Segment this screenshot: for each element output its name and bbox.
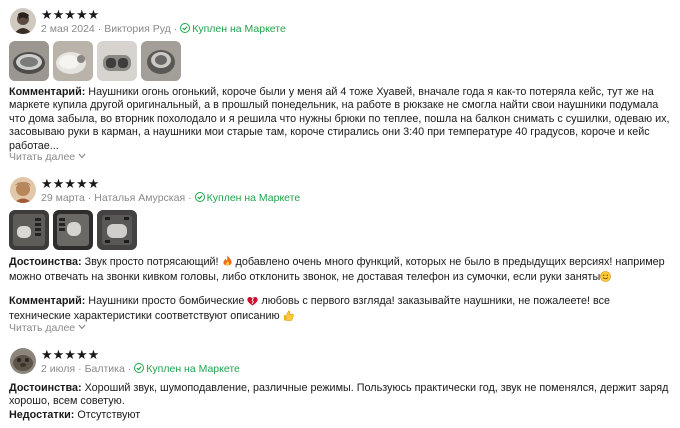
check-icon	[134, 363, 144, 373]
review-meta: 2 мая 2024 · Виктория Руд · Куплен на Маркете	[41, 23, 286, 35]
review-photo[interactable]	[97, 41, 137, 81]
rating-stars: ★★★★★	[41, 176, 100, 191]
review-advantages: Достоинства: Звук просто потрясающий! добавлено очень много функций, которых не было в предыдущих версиях! например можно отвечать на звонки кивком головы, либо отклонить звонок, не доставая телефон из сумочки, если руки заняты	[9, 255, 671, 287]
rating-stars: ★★★★★	[41, 7, 100, 22]
review-photo[interactable]	[9, 210, 49, 250]
author-name[interactable]: Виктория Руд	[104, 23, 171, 35]
review-meta: 2 июля · Балтика · Куплен на Маркете	[41, 363, 240, 375]
avatar[interactable]	[10, 348, 36, 374]
review-photo[interactable]	[141, 41, 181, 81]
verified-purchase-badge: Куплен на Маркете	[134, 363, 240, 375]
author-name[interactable]: Наталья Амурская	[94, 192, 186, 204]
review-meta: 29 марта · Наталья Амурская · Куплен на Маркете	[41, 192, 301, 204]
read-more-link[interactable]: Читать далее	[9, 151, 86, 164]
avatar[interactable]	[10, 8, 36, 34]
review-photo[interactable]	[9, 41, 49, 81]
comment-label: Комментарий:	[9, 295, 86, 307]
heart-emoji	[247, 296, 258, 310]
smile-emoji	[600, 271, 611, 286]
review-comment	[9, 86, 671, 153]
thumbs-up-emoji	[283, 310, 294, 325]
verified-purchase-badge: Куплен на Маркете	[180, 23, 286, 35]
author-name[interactable]: Балтика	[84, 363, 125, 375]
review-disadvantages: Недостатки: Отсутствуют	[9, 409, 141, 421]
rating-stars: ★★★★★	[41, 347, 100, 362]
read-more-link[interactable]: Читать далее	[9, 322, 86, 335]
review-photo[interactable]	[97, 210, 137, 250]
check-icon	[180, 23, 190, 33]
review-photo[interactable]	[53, 210, 93, 250]
review-comment: Комментарий: Наушники просто бомбические любовь с первого взгляда! заказывайте наушники, не пожалеете! все технические характеристики соответствуют описанию	[9, 295, 671, 326]
chevron-down-icon	[78, 324, 86, 330]
review-date: 29 марта	[41, 192, 85, 204]
comment-text: Наушники огонь огонький, короче были у меня ай 4 тоже Хуавей, вначале года я как-то потеряла кейс, тут же на маркете купила другой оригинальный, а в прошлый понедельник, на работе в рюкзаке не смогла найти свои наушники подумала что дома забыла, во вторник похолодало и я решила что нужны брюки по теплее, пошла на балкон снимать с сушилки, одеваю их, засовываю руки в карман, а наушники мои старые там, короче стирались они 3:40 при температуре 40 градусов, короче и кейс работае...	[9, 86, 670, 152]
advantages-label: Достоинства:	[9, 256, 82, 268]
verified-purchase-badge: Куплен на Маркете	[195, 192, 301, 204]
disadvantages-label: Недостатки:	[9, 409, 75, 421]
review-advantages: Достоинства: Хороший звук, шумоподавление, различные режимы. Пользуюсь практически год, звук не поменялся, держит заряд хорошо, всем советую.	[9, 382, 669, 408]
advantages-label: Достоинства:	[9, 382, 82, 394]
avatar[interactable]	[10, 177, 36, 203]
chevron-down-icon	[78, 153, 86, 159]
fire-emoji	[222, 255, 233, 271]
comment-label: Комментарий:	[9, 86, 86, 98]
review-date: 2 июля	[41, 363, 76, 375]
check-icon	[195, 192, 205, 202]
review-date: 2 мая 2024	[41, 23, 95, 35]
review-photo[interactable]	[53, 41, 93, 81]
